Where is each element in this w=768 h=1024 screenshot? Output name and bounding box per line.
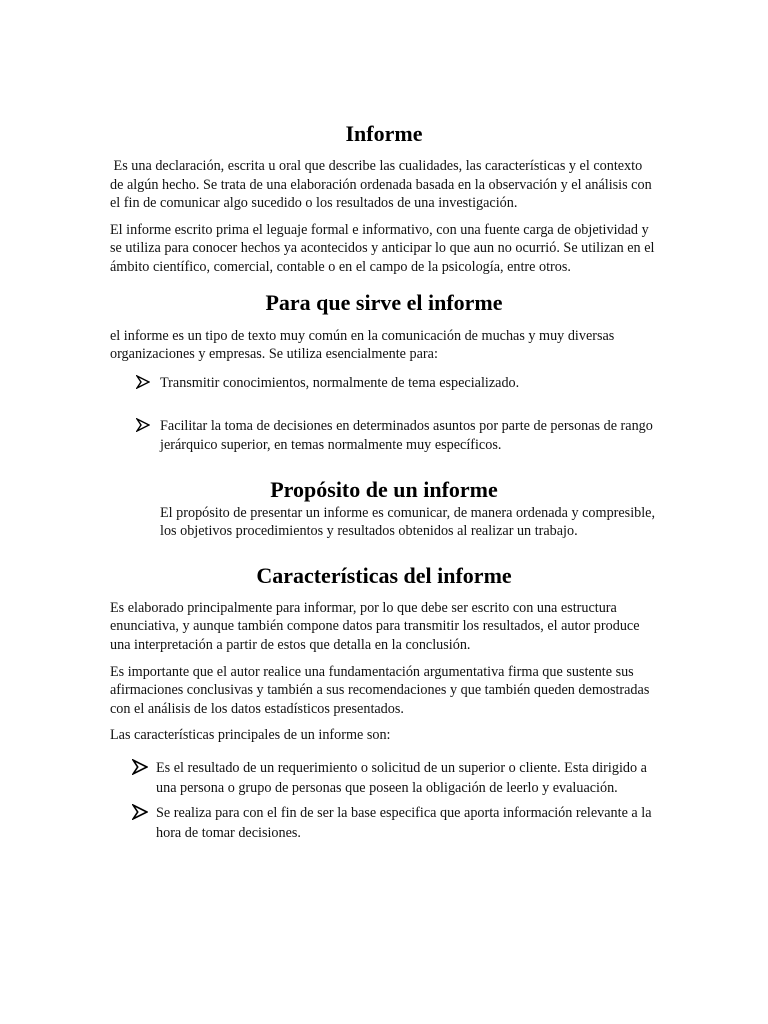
- bullet-text: Es el resultado de un requerimiento o solicitud de un superior o cliente. Esta dirigido a una persona o grupo de personas que poseen la obligación de leerlo y evaluación.: [156, 759, 647, 796]
- list-item: [132, 758, 658, 798]
- bullet-text: Facilitar la toma de decisiones en determinados asuntos por parte de personas de rango jerárquico superior, en temas normalmente muy específicos.: [160, 418, 653, 453]
- section-heading-para-que-sirve: Para que sirve el informe: [265, 289, 503, 315]
- document-title: Informe: [345, 121, 423, 146]
- section-heading-proposito: Propósito de un informe: [270, 476, 498, 502]
- section3-paragraph-1: Es elaborado principalmente para informar, por lo que debe ser escrito con una estructura enunciativa, y aunque también compone datos para transmitir los resultados, el autor produce una interpretación a partir de estos que detalla en la conclusión.: [110, 599, 640, 653]
- section3-bullet-list: [110, 758, 658, 843]
- arrow-bullet-icon: [132, 804, 148, 820]
- bullet-text: Transmitir conocimientos, normalmente de tema especializado.: [160, 374, 520, 391]
- section1-bullet-list: [110, 374, 658, 455]
- section-heading-caracteristicas: Características del informe: [256, 562, 512, 588]
- intro-paragraph-1: Es una declaración, escrita u oral que describe las cualidades, las características y el contexto de algún hecho. Se trata de una elaboración ordenada basada en la observación y el análisis con el fin de comunicar algo sucedido o los resultados de una investigación.: [110, 158, 656, 212]
- intro-paragraph-2: El informe escrito prima el leguaje formal e informativo, con una fuente carga de objetividad y se utiliza para conocer hechos ya acontecidos y anticipar lo que aun no ocurrió. Se utilizan en el ámbito científico, comercial, contable o en el campo de la psicología, entre otros.: [110, 221, 655, 275]
- section3-paragraph-3: Las características principales de un informe son:: [110, 727, 391, 744]
- list-item: [110, 374, 658, 393]
- section2-paragraph: El propósito de presentar un informe es comunicar, de manera ordenada y compresible, los objetivos procedimientos y resultados obtenidos al realizar un trabajo.: [160, 504, 656, 540]
- section1-paragraph: el informe es un tipo de texto muy común en la comunicación de muchas y muy diversas organizaciones y empresas. Se utiliza esencialmente para:: [110, 327, 615, 363]
- arrow-bullet-icon: [132, 759, 148, 775]
- list-item: [110, 417, 658, 454]
- list-item: [132, 803, 658, 843]
- arrow-bullet-icon: [136, 418, 150, 432]
- bullet-text: Se realiza para con el fin de ser la base especifica que aporta información relevante a la hora de tomar decisiones.: [156, 804, 652, 841]
- arrow-bullet-icon: [136, 375, 150, 389]
- section3-paragraph-2: Es importante que el autor realice una fundamentación argumentativa firma que sustente sus afirmaciones conclusivas y también a sus recomendaciones y que también queden demostradas con el análisis de los datos estadísticos presentados.: [110, 663, 650, 717]
